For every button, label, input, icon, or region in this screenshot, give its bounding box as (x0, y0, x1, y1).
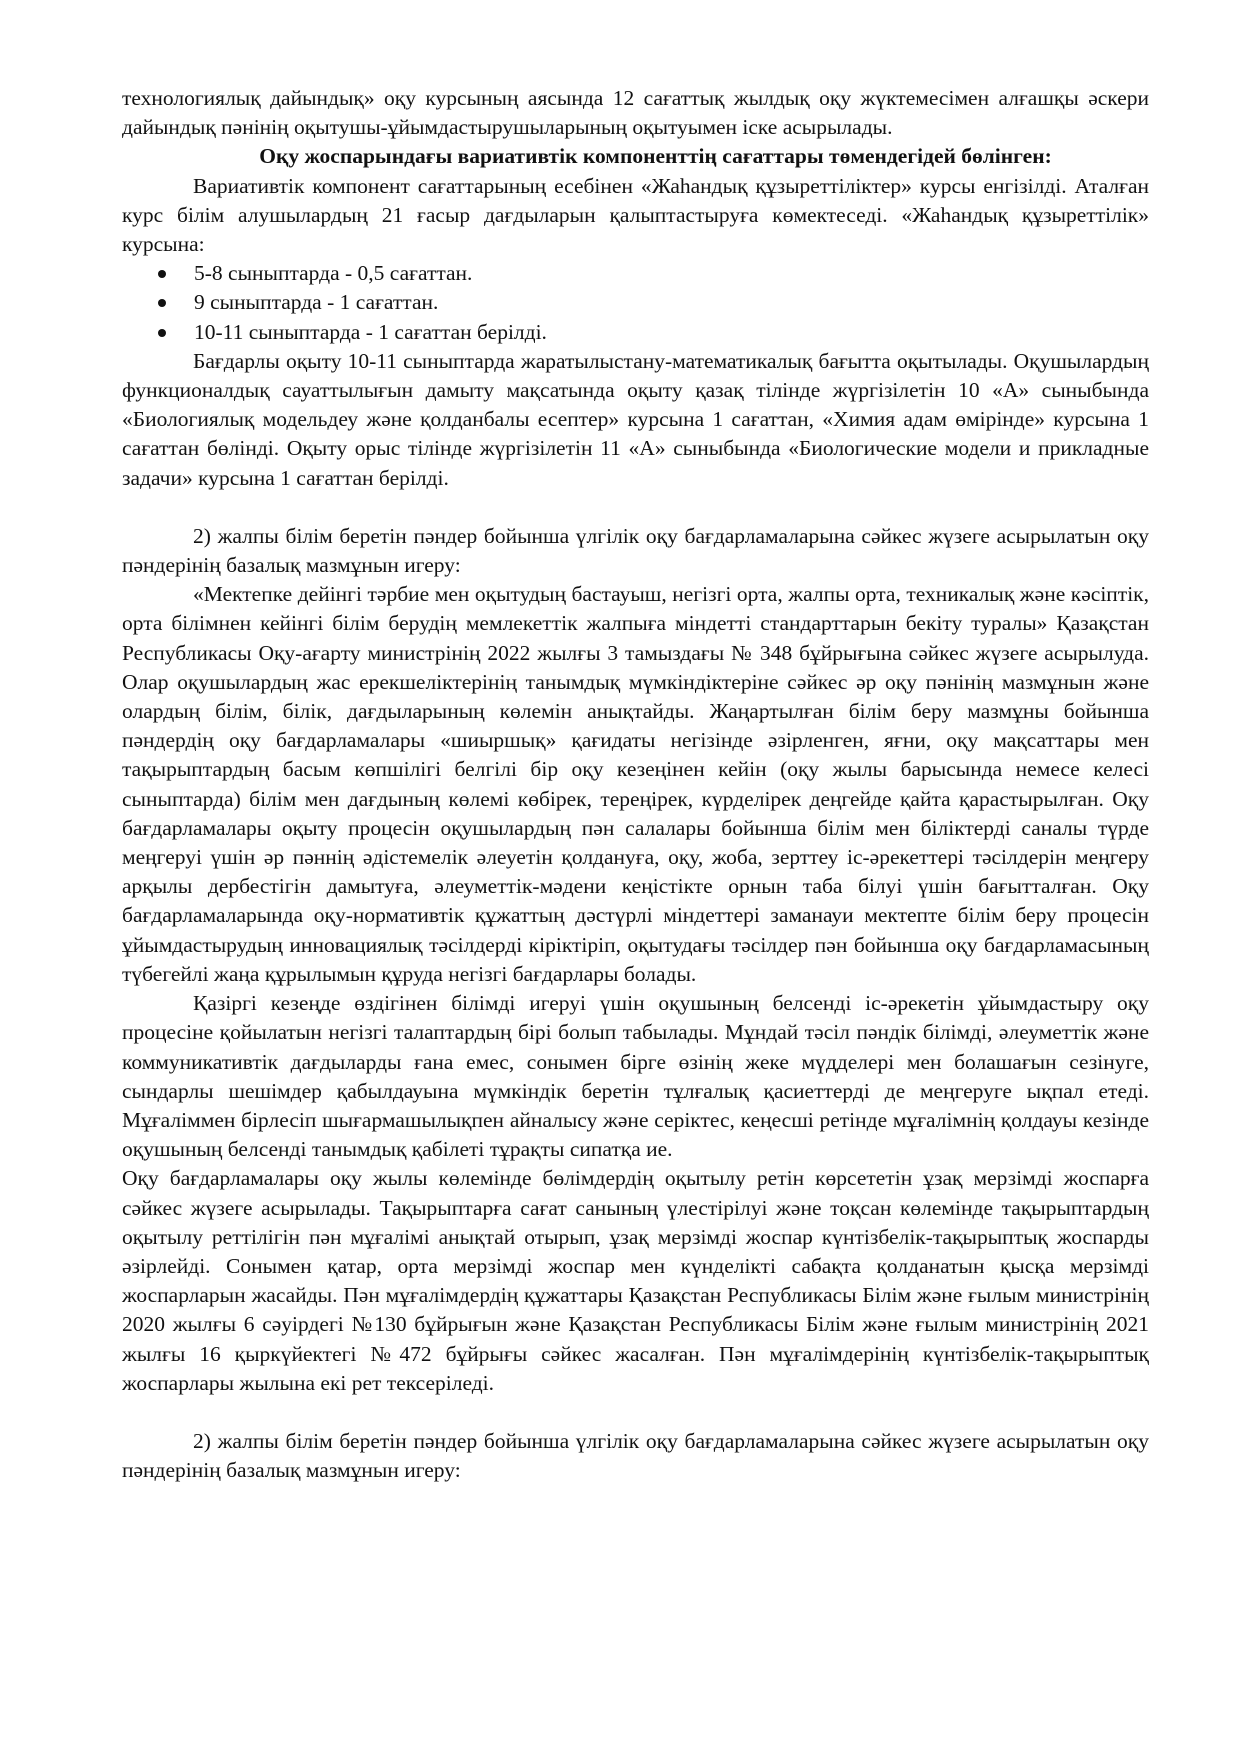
bullet-text: 10-11 сыныптарда - 1 сағаттан берілді. (194, 319, 547, 344)
section-heading: Оқу жоспарындағы вариативтік компоненттің сағаттары төмендегідей бөлінген: (259, 144, 1052, 169)
paragraph-basic-content-title: 2) жалпы білім беретін пәндер бойынша үлгілік оқу бағдарламаларына сәйкес жүзеге асырылатын оқу пәндерінің базалық мазмұнын игеру: (122, 523, 1149, 578)
paragraph-spacer (122, 1398, 1149, 1427)
paragraph-standards: «Мектепке дейінгі тәрбие мен оқытудың бастауыш, негізгі орта, жалпы орта, техникалық және кәсіптік, орта білімнен кейінгі білім берудің мемлекеттік жалпыға міндетті стандарттарын бекіту туралы» Қазақстан Республикасы Оқу-ағарту министрінің 2022 жылғы 3 тамыздағы № 348 бұйрығына сәйкес жүзеге асырылуда. Олар оқушылардың жас ерекшеліктерінің танымдық мүмкіндіктеріне сәйкес әр оқу пәнінің мазмұнын және олардың білім, білік, дағдыларының көлемін анықтайды. Жаңартылған білім беру мазмұны бойынша пәндердің оқу бағдарламалары «шиыршық» қағидаты негізінде әзірленген, яғни, оқу мақсаттары мен тақырыптардың басым көпшілігі белгілі бір оқу кезеңінен кейін (оқу жылы барысында немесе келесі сыныптарда) білім мен дағдының көлемі көбірек, тереңірек, күрделірек деңгейде қайта қарастырылған. Оқу бағдарламалары оқыту процесін оқушылардың пән салалары бойынша білім мен біліктерді саналы түрде меңгеруі үшін әр пәннің әдістемелік әлеуетін қолдануға, оқу, жоба, зерттеу іс-әрекеттері тәсілдерін меңгеру арқылы дербестігін дамытуға, әлеуметтік-мәдени кеңістікте орнын таба білуі үшін бағытталған. Оқу бағдарламаларында оқу-нормативтік құжаттың дәстүрлі міндеттері заманауи мектепте білім беру процесін ұйымдастырудың инновациялық тәсілдерді кіріктіріп, оқытудағы тәсілдер пән бойынша оқу бағдарламасының түбегейлі жаңа құрылымын құруда негізгі бағдарлары болады. (122, 582, 1149, 986)
bullet-item (158, 288, 1149, 317)
paragraph-intro: технологиялық дайындық» оқу курсының аясында 12 сағаттық жылдық оқу жүктемесімен алғашқы әскери дайындық пәнінің оқытушы-ұйымдастырушыларының оқытуымен іске асырылады. (122, 86, 1149, 140)
paragraph-variative-component: Вариативтік компонент сағаттарының есебінен «Жаһандық құзыреттіліктер» курсы енгізілді. Аталған курс білім алушылардың 21 ғасыр дағдыларын қалыптастыруға көмектеседі. «Жаһандық құзыреттілік» курсына: (122, 173, 1149, 257)
bullet-icon (158, 329, 166, 337)
paragraph-long-term-plan: Оқу бағдарламалары оқу жылы көлемінде бөлімдердің оқытылу ретін көрсететін ұзақ мерзімді жоспарға сәйкес жүзеге асырылады. Тақырыптарға сағат санының үлестірілуі және тоқсан көлемінде тақырыптардың оқытылу реттілігін пән мұғалімі анықтай отырып, ұзақ мерзімді жоспар күнтізбелік-тақырыптық жоспарды әзірлейді. Сонымен қатар, орта мерзімді жоспар мен күнделікті сабақта қолданатын қысқа мерзімді жоспарларын жасайды. Пән мұғалімдердің құжаттары Қазақстан Республикасы Білім және ғылым министрінің 2020 жылғы 6 сәуірдегі №130 бұйрығын және Қазақстан Республикасы Білім және ғылым министрінің 2021 жылғы 16 қыркүйектегі №472 бұйрығы сәйкес жасалған. Пән мұғалімдерінің күнтізбелік-тақырыптық жоспарлары жылына екі рет тексеріледі. (122, 1166, 1149, 1395)
paragraph-active-learning: Қазіргі кезеңде өздігінен білімді игеруі үшін оқушының белсенді іс-әрекетін ұйымдастыру оқу процесіне қойылатын негізгі талаптардың бірі болып табылады. Мұндай тәсіл пәндік білімді, әлеуметтік және коммуникативтік дағдыларды ғана емес, сонымен бірге өзінің жеке мүдделері мен болашағын сезінуге, сындарлы шешімдер қабылдауына мүмкіндік беретін тұлғалық қасиеттерді де меңгеруге ықпал етеді. Мұғаліммен бірлесіп шығармашылықпен айналысу және серіктес, кеңесші ретінде мұғалімнің қолдауы кезінде оқушының белсенді танымдық қабілеті тұрақты сипатқа ие. (122, 991, 1149, 1162)
paragraph-basic-content-repeat: 2) жалпы білім беретін пәндер бойынша үлгілік оқу бағдарламаларына сәйкес жүзеге асырылатын оқу пәндерінің базалық мазмұнын игеру: (122, 1428, 1149, 1483)
hours-bullet-list (122, 259, 1149, 347)
bullet-item (158, 259, 1149, 288)
bullet-text: 5-8 сыныптарда - 0,5 сағаттан. (194, 261, 473, 286)
paragraph-spacer (122, 493, 1149, 522)
bullet-icon (158, 299, 166, 307)
bullet-text: 9 сыныптарда - 1 сағаттан. (194, 290, 439, 315)
bullet-icon (158, 270, 166, 278)
paragraph-profile-education: Бағдарлы оқыту 10-11 сыныптарда жаратылыстану-математикалық бағытта оқытылады. Оқушылардың функционалдық сауаттылығын дамыту мақсатында оқыту қазақ тілінде жүргізілетін 10 «А» сыныбында «Биологиялық модельдеу және қолданбалы есептер» курсына 1 сағаттан, «Химия адам өмірінде» курсына 1 сағаттан бөлінді. Оқыту орыс тілінде жүргізілетін 11 «А» сыныбында «Биологические модели и прикладные задачи» курсына 1 сағаттан берілді. (122, 348, 1149, 490)
bullet-item (158, 318, 1149, 347)
